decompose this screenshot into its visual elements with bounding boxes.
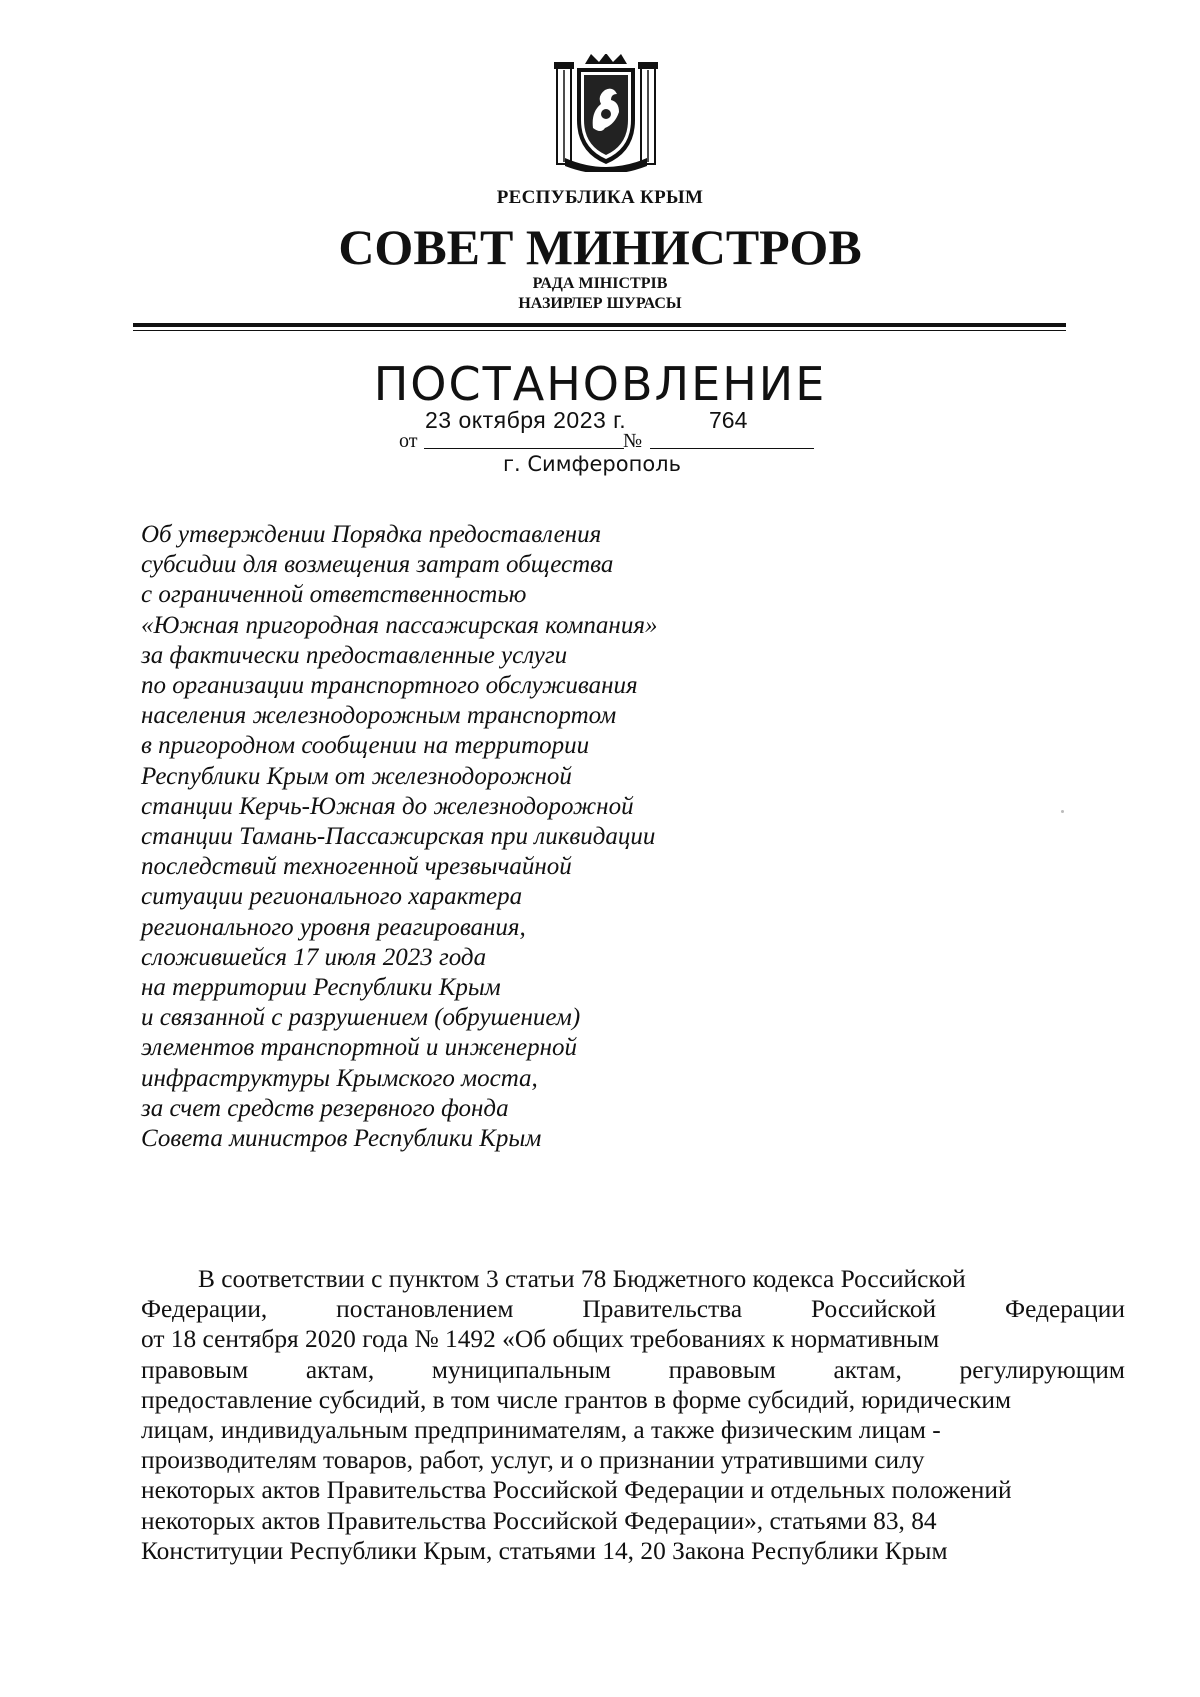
subject-line: Совета министров Республики Крым [141,1125,542,1153]
subject-line: за фактически предоставленные услуги [141,641,568,669]
subject-line: субсидии для возмещения затрат общества [141,551,614,579]
body-line: от 18 сентября 2020 года № 1492 «Об общих требованиях к нормативным [141,1325,940,1354]
council-name: СОВЕТ МИНИСТРОВ [338,219,862,275]
decree-date: 23 октября 2023 г. [425,407,627,433]
crimea-coat-of-arms-icon [553,54,659,172]
council-name-crimean-tatar: НАЗИРЛЕР ШУРАСЫ [518,295,682,312]
subject-line: за счет средств резервного фонда [141,1094,509,1122]
council-name-ukrainian: РАДА МІНІСТРІВ [532,275,668,292]
body-line: Конституции Республики Крым, статьями 14, 20 Закона Республики Крым [141,1536,948,1565]
subject-line: и связанной с разрушением (обрушением) [141,1004,581,1032]
subject-line: элементов транспортной и инженерной [141,1034,578,1062]
subject-line: сложившейся 17 июля 2023 года [141,943,487,971]
scan-speck [1061,810,1064,813]
body-line: предоставление субсидий, в том числе грантов в форме субсидий, юридическим [141,1385,1012,1414]
subject-line: Республики Крым от железнодорожной [141,762,572,790]
republic-name: РЕСПУБЛИКА КРЫМ [496,187,704,208]
header-divider-thick [133,323,1066,327]
header-divider-thin [133,330,1066,331]
body-line: В соответствии с пунктом 3 статьи 78 Бюджетного кодекса Российской [198,1265,966,1293]
date-label: от [399,430,418,452]
subject-line: на территории Республики Крым [141,974,501,1002]
document-type-title: ПОСТАНОВЛЕНИЕ [373,357,827,411]
subject-line: инфраструктуры Крымского моста, [141,1064,538,1092]
subject-line: населения железнодорожным транспортом [141,702,617,730]
subject-line: по организации транспортного обслуживания [141,672,638,700]
decree-number: 764 [709,407,748,433]
subject-line: Об утверждении Порядка предоставления [141,521,602,548]
body-line: некоторых актов Правительства Российской Федерации», статьями 83, 84 [141,1506,937,1535]
preamble-paragraph [141,1264,1125,1566]
body-line: правовым актам, муниципальным правовым актам, регулирующим [141,1355,1125,1384]
number-underline [650,448,814,449]
subject-line: в пригородном сообщении на территории [141,732,590,760]
number-label: № [623,430,643,452]
body-line: некоторых актов Правительства Российской Федерации и отдельных положений [141,1476,1012,1505]
date-underline [424,448,624,449]
city-name: г. Симферополь [503,452,681,476]
subject-line: с ограниченной ответственностью [141,581,527,609]
subject-line: станции Тамань-Пассажирская при ликвидации [141,823,656,851]
subject-line: «Южная пригородная пассажирская компания» [141,611,658,639]
body-line: производителям товаров, работ, услуг, и о признании утратившими силу [141,1446,925,1475]
body-line: лицам, индивидуальным предпринимателям, а также физическим лицам - [141,1416,941,1445]
subject-line: ситуации регионального характера [141,883,523,911]
subject-line: станции Керчь-Южная до железнодорожной [141,792,634,820]
subject-line: последствий техногенной чрезвычайной [141,853,572,881]
body-line: Федерации, постановлением Правительства Российской Федерации [141,1295,1125,1324]
decree-subject [141,520,841,1154]
subject-line: регионального уровня реагирования, [141,913,526,941]
